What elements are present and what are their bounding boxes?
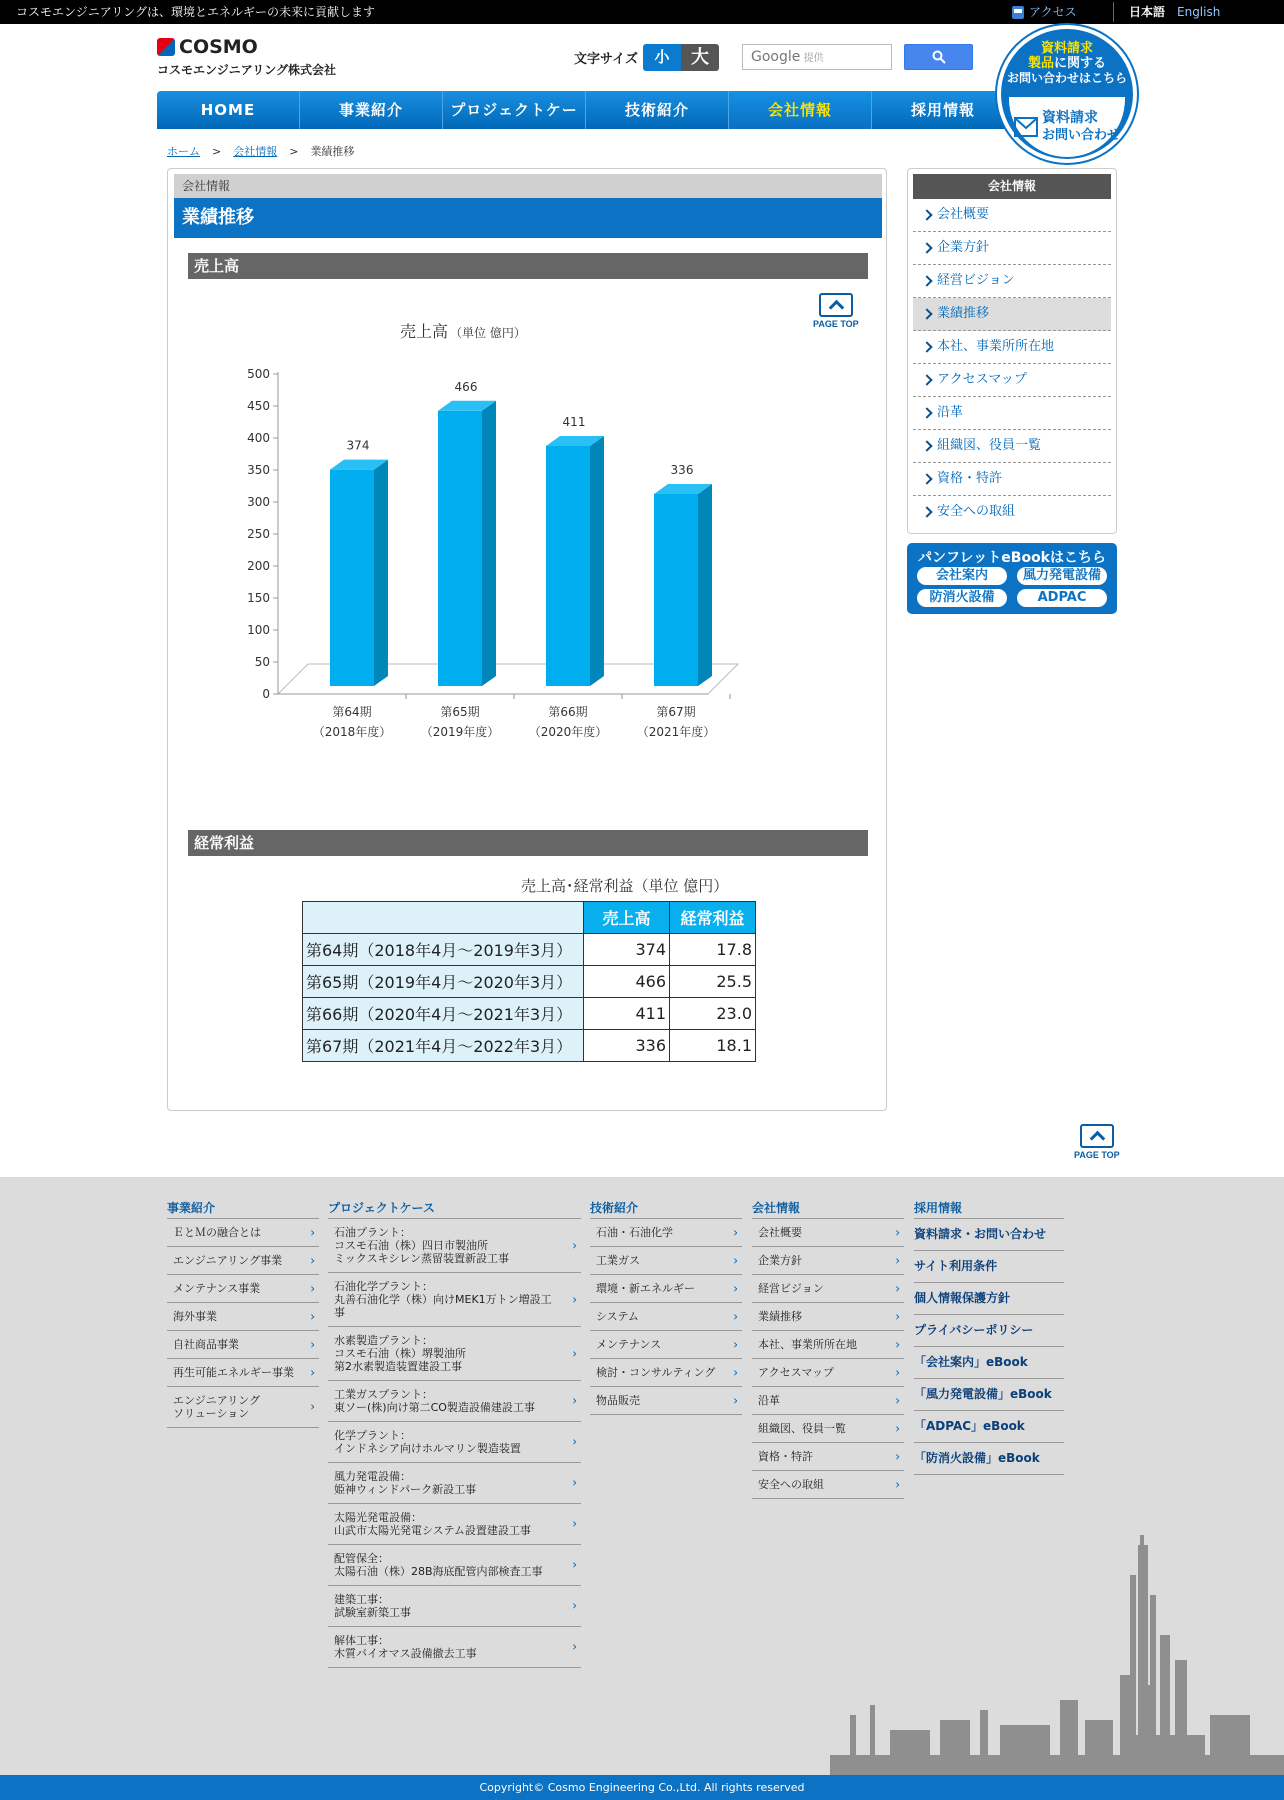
- arrow-up-icon: [1080, 1124, 1114, 1148]
- data-label: 411: [562, 414, 586, 429]
- chart-title-unit: （単位 億円）: [450, 326, 526, 340]
- logo-icon: [157, 38, 175, 56]
- breadcrumb-sep: >: [212, 145, 222, 158]
- contact-label: [1042, 109, 1120, 145]
- bar-side: [590, 436, 604, 686]
- footer-link[interactable]: 物品販売 ›: [590, 1387, 742, 1415]
- contact-line3: お問い合わせはこちら: [1006, 71, 1127, 85]
- footer-link[interactable]: 自社商品事業 ›: [167, 1331, 319, 1359]
- lang-english[interactable]: English: [1177, 5, 1221, 19]
- search-input[interactable]: [742, 44, 892, 70]
- table-title: 売上高･経常利益（単位 億円）: [521, 877, 729, 895]
- footer-col-title: 事業紹介: [167, 1199, 319, 1219]
- sidebar-item-policy[interactable]: 企業方針: [913, 232, 1111, 265]
- logo-word: COSMO: [179, 36, 258, 58]
- nav-business[interactable]: 事業紹介: [300, 91, 443, 129]
- footer-link[interactable]: 沿革 ›: [752, 1387, 904, 1415]
- sidebar-item-overview[interactable]: 会社概要: [913, 199, 1111, 232]
- ebook-title: パンフレットeBookはこちら: [917, 550, 1106, 566]
- row-sales: 336: [584, 1030, 670, 1062]
- footer-link[interactable]: 解体工事： 木質バイオマス設備撤去工事 ›: [328, 1627, 581, 1668]
- footer-link[interactable]: メンテナンス ›: [590, 1331, 742, 1359]
- nav-company[interactable]: 会社情報: [729, 91, 872, 129]
- x-tick-sublabel: （2018年度）: [312, 725, 392, 739]
- footer-col-title: 会社情報: [752, 1199, 904, 1219]
- x-tick-sublabel: （2021年度）: [636, 725, 716, 739]
- footer-col-title: 採用情報: [914, 1199, 1064, 1219]
- y-tick-label: 50: [254, 655, 270, 669]
- footer-link[interactable]: 「会社案内」eBook: [914, 1347, 1064, 1379]
- footer-link[interactable]: 風力発電設備： 姫神ウィンドパーク新設工事 ›: [328, 1463, 581, 1504]
- footer-link[interactable]: 検討・コンサルティング ›: [590, 1359, 742, 1387]
- x-tick-label: 第66期: [548, 705, 588, 719]
- footer-link[interactable]: 本社、事業所所在地 ›: [752, 1331, 904, 1359]
- table-row: [303, 966, 756, 998]
- contact-line2a: 製品: [1027, 56, 1054, 71]
- font-small-button[interactable]: 小: [643, 44, 681, 71]
- access-link[interactable]: [1012, 0, 1077, 24]
- footer-link[interactable]: 資料請求・お問い合わせ: [914, 1219, 1064, 1251]
- footer-link[interactable]: 海外事業 ›: [167, 1303, 319, 1331]
- footer-link[interactable]: エンジニアリング ソリューション ›: [167, 1387, 319, 1428]
- sidebar: [907, 168, 1117, 534]
- x-tick-sublabel: （2020年度）: [528, 725, 608, 739]
- breadcrumb-home[interactable]: ホーム: [167, 145, 200, 158]
- page-top-button-bottom[interactable]: [1074, 1124, 1120, 1160]
- divider: [1113, 2, 1114, 22]
- footer-link[interactable]: 「防消火設備」eBook: [914, 1443, 1064, 1475]
- y-tick-label: 200: [247, 559, 270, 573]
- ebook-banner: [907, 543, 1117, 614]
- footer-col-projects: [328, 1199, 581, 1668]
- breadcrumb-current: 業績推移: [310, 145, 355, 158]
- data-label: 374: [346, 438, 370, 453]
- footer-col-technology: [590, 1199, 742, 1415]
- logo[interactable]: [157, 36, 336, 78]
- footer-col-business: [167, 1199, 319, 1428]
- footer-col-list: [328, 1219, 581, 1668]
- footer-link[interactable]: 石油・石油化学 ›: [590, 1219, 742, 1247]
- footer-link[interactable]: メンテナンス事業 ›: [167, 1275, 319, 1303]
- breadcrumb-sep: >: [289, 145, 299, 158]
- contact-circle-button[interactable]: [997, 25, 1137, 163]
- bus-icon: [1012, 6, 1024, 19]
- footer-link[interactable]: 業績推移 ›: [752, 1303, 904, 1331]
- google-label: Google: [751, 49, 801, 65]
- sidebar-item-vision[interactable]: 経営ビジョン: [913, 265, 1111, 298]
- font-large-button[interactable]: 大: [681, 44, 719, 71]
- footer-link[interactable]: アクセスマップ ›: [752, 1359, 904, 1387]
- bar: [654, 494, 698, 686]
- breadcrumb: [167, 143, 354, 159]
- nav-recruit[interactable]: 採用情報: [872, 91, 1015, 129]
- y-tick-label: 500: [247, 367, 270, 381]
- footer-link[interactable]: 「ADPAC」eBook: [914, 1411, 1064, 1443]
- search-button[interactable]: [904, 44, 973, 70]
- logo-mark: [157, 36, 336, 58]
- y-tick-label: 350: [247, 463, 270, 477]
- row-profit: 23.0: [670, 998, 756, 1030]
- sales-bar-chart: [208, 309, 768, 769]
- refinery-skyline-illustration: [830, 1535, 1284, 1775]
- page-title: 業績推移: [174, 198, 882, 238]
- contact-line2b: に関する: [1054, 56, 1107, 71]
- footer-link[interactable]: サイト利用条件: [914, 1251, 1064, 1283]
- row-profit: 17.8: [670, 934, 756, 966]
- row-sales: 411: [584, 998, 670, 1030]
- ebook-adpac-button[interactable]: ADPAC: [1017, 589, 1107, 607]
- footer-link[interactable]: 個人情報保護方針: [914, 1283, 1064, 1315]
- table-row: [303, 934, 756, 966]
- sidebar-list: [913, 199, 1111, 529]
- nav-home[interactable]: HOME: [157, 91, 300, 129]
- table-header-empty: [303, 902, 584, 934]
- footer-link[interactable]: 化学プラント： インドネシア向けホルマリン製造装置 ›: [328, 1422, 581, 1463]
- sidebar-item-history[interactable]: 沿革: [913, 397, 1111, 430]
- y-tick-label: 0: [262, 687, 270, 701]
- footer-link[interactable]: 再生可能エネルギー事業 ›: [167, 1359, 319, 1387]
- footer-col-title: プロジェクトケース: [328, 1199, 581, 1219]
- arrow-up-icon: [819, 293, 853, 317]
- contact-btn2: お問い合わせ: [1041, 128, 1120, 143]
- x-tick-label: 第67期: [656, 705, 696, 719]
- contact-line1: 資料請求: [1040, 41, 1093, 56]
- contact-inner: [1009, 97, 1125, 157]
- footer-link[interactable]: 工業ガスプラント： 東ソー(株)向け第二CO製造設備建設工事 ›: [328, 1381, 581, 1422]
- footer-col-recruit: [914, 1199, 1064, 1475]
- data-label: 466: [454, 379, 478, 394]
- footer-link[interactable]: 建築工事： 試験室新築工事 ›: [328, 1586, 581, 1627]
- footer-link[interactable]: 企業方針 ›: [752, 1247, 904, 1275]
- row-label: 第64期（2018年4月～2019年3月）: [303, 934, 584, 966]
- bar: [330, 470, 374, 686]
- footer-link[interactable]: 石油プラント： コスモ石油（株）四日市製油所 ミックスキシレン蒸留装置新設工事 ›: [328, 1219, 581, 1273]
- footer-col-company: [752, 1199, 904, 1499]
- bar-side: [482, 401, 496, 686]
- row-sales: 374: [584, 934, 670, 966]
- lang-japanese[interactable]: 日本語: [1129, 5, 1166, 19]
- x-tick-label: 第64期: [332, 705, 372, 719]
- footer-link[interactable]: 組織図、役員一覧 ›: [752, 1415, 904, 1443]
- search-icon: [932, 50, 946, 64]
- breadcrumb-company[interactable]: 会社情報: [233, 145, 278, 158]
- sidebar-title: 会社情報: [913, 174, 1111, 199]
- footer-col-list: [167, 1219, 319, 1428]
- footer-link[interactable]: 配管保全： 太陽石油（株）28B海底配管内部検査工事 ›: [328, 1545, 581, 1586]
- footer-link[interactable]: 環境・新エネルギー ›: [590, 1275, 742, 1303]
- bar-side: [698, 484, 712, 686]
- sidebar-item-safety[interactable]: 安全への取組: [913, 496, 1111, 529]
- ebook-company-button[interactable]: 会社案内: [917, 567, 1007, 585]
- row-profit: 25.5: [670, 966, 756, 998]
- footer-col-list: [914, 1219, 1064, 1475]
- footer-link[interactable]: 会社概要 ›: [752, 1219, 904, 1247]
- footer-link[interactable]: 資格・特許 ›: [752, 1443, 904, 1471]
- y-tick-label: 400: [247, 431, 270, 445]
- footer-link[interactable]: 「風力発電設備」eBook: [914, 1379, 1064, 1411]
- bar: [546, 446, 590, 686]
- page-top-label: PAGE TOP: [1074, 1150, 1120, 1160]
- bar-side: [374, 460, 388, 686]
- table-header-row: [303, 902, 756, 934]
- footer-col-list: [590, 1219, 742, 1415]
- contact-headline: [1001, 41, 1133, 86]
- footer-link[interactable]: 経営ビジョン ›: [752, 1275, 904, 1303]
- results-table: [302, 901, 756, 1062]
- sidebar-item-licenses[interactable]: 資格・特許: [913, 463, 1111, 496]
- y-tick-label: 300: [247, 495, 270, 509]
- bar: [438, 411, 482, 686]
- sidebar-item-organization[interactable]: 組織図、役員一覧: [913, 430, 1111, 463]
- access-label: アクセス: [1029, 5, 1077, 19]
- copyright: Copyright© Cosmo Engineering Co.,Ltd. All rights reserved: [0, 1775, 1284, 1800]
- footer-link[interactable]: 安全への取組 ›: [752, 1471, 904, 1499]
- main-content: [167, 168, 887, 1111]
- sidebar-item-access[interactable]: アクセスマップ: [913, 364, 1111, 397]
- footer-link[interactable]: 工業ガス ›: [590, 1247, 742, 1275]
- ebook-wind-button[interactable]: 風力発電設備: [1017, 567, 1107, 585]
- company-name: コスモエンジニアリング株式会社: [157, 63, 336, 77]
- contact-line2: [1001, 56, 1133, 71]
- ebook-fire-button[interactable]: 防消火設備: [917, 589, 1007, 607]
- footer-link[interactable]: エンジニアリング事業 ›: [167, 1247, 319, 1275]
- x-tick-label: 第65期: [440, 705, 480, 719]
- table-header-profit: 経常利益: [670, 902, 756, 934]
- tagline: コスモエンジニアリングは、環境とエネルギーの未来に貢献します: [16, 5, 375, 19]
- page-top-label: PAGE TOP: [813, 319, 859, 329]
- table-row: [303, 1030, 756, 1062]
- footer-link[interactable]: システム ›: [590, 1303, 742, 1331]
- envelope-icon: [1014, 117, 1038, 137]
- x-tick-sublabel: （2019年度）: [420, 725, 500, 739]
- footer-link[interactable]: ＥとＭの融合とは ›: [167, 1219, 319, 1247]
- footer-link[interactable]: プライバシーポリシー: [914, 1315, 1064, 1347]
- sidebar-item-performance[interactable]: 業績推移: [913, 298, 1111, 331]
- row-label: 第67期（2021年4月～2022年3月）: [303, 1030, 584, 1062]
- font-size-label: 文字サイズ: [574, 52, 638, 67]
- sidebar-item-offices[interactable]: 本社、事業所所在地: [913, 331, 1111, 364]
- row-label: 第66期（2020年4月～2021年3月）: [303, 998, 584, 1030]
- section-heading-sales: 売上高: [188, 253, 868, 279]
- row-profit: 18.1: [670, 1030, 756, 1062]
- row-sales: 466: [584, 966, 670, 998]
- data-label: 336: [670, 462, 694, 477]
- font-size-switcher: [574, 44, 719, 71]
- footer-col-title: 技術紹介: [590, 1199, 742, 1219]
- contact-btn1: 資料請求: [1041, 110, 1098, 126]
- footer-link[interactable]: 石油化学プラント： 丸善石油化学（株）向けMEK1万トン増設工事 ›: [328, 1273, 581, 1327]
- y-tick-label: 450: [247, 399, 270, 413]
- page-top-button[interactable]: [813, 293, 859, 329]
- search-provided: 提供: [803, 53, 824, 64]
- table-header-sales: 売上高: [584, 902, 670, 934]
- y-tick-label: 150: [247, 591, 270, 605]
- y-tick-label: 250: [247, 527, 270, 541]
- top-bar: [0, 0, 1284, 24]
- nav-projects[interactable]: プロジェクトケース: [443, 91, 586, 129]
- chart-title: 売上高: [399, 322, 448, 341]
- y-tick-label: 100: [247, 623, 270, 637]
- page-category: 会社情報: [174, 174, 882, 198]
- footer-link[interactable]: 水素製造プラント： コスモ石油（株）堺製油所 第2水素製造装置建設工事 ›: [328, 1327, 581, 1381]
- table-row: [303, 998, 756, 1030]
- footer-link[interactable]: 太陽光発電設備： 山武市太陽光発電システム設置建設工事 ›: [328, 1504, 581, 1545]
- nav-technology[interactable]: 技術紹介: [586, 91, 729, 129]
- footer-col-list: [752, 1219, 904, 1499]
- section-heading-profit: 経常利益: [188, 830, 868, 856]
- row-label: 第65期（2019年4月～2020年3月）: [303, 966, 584, 998]
